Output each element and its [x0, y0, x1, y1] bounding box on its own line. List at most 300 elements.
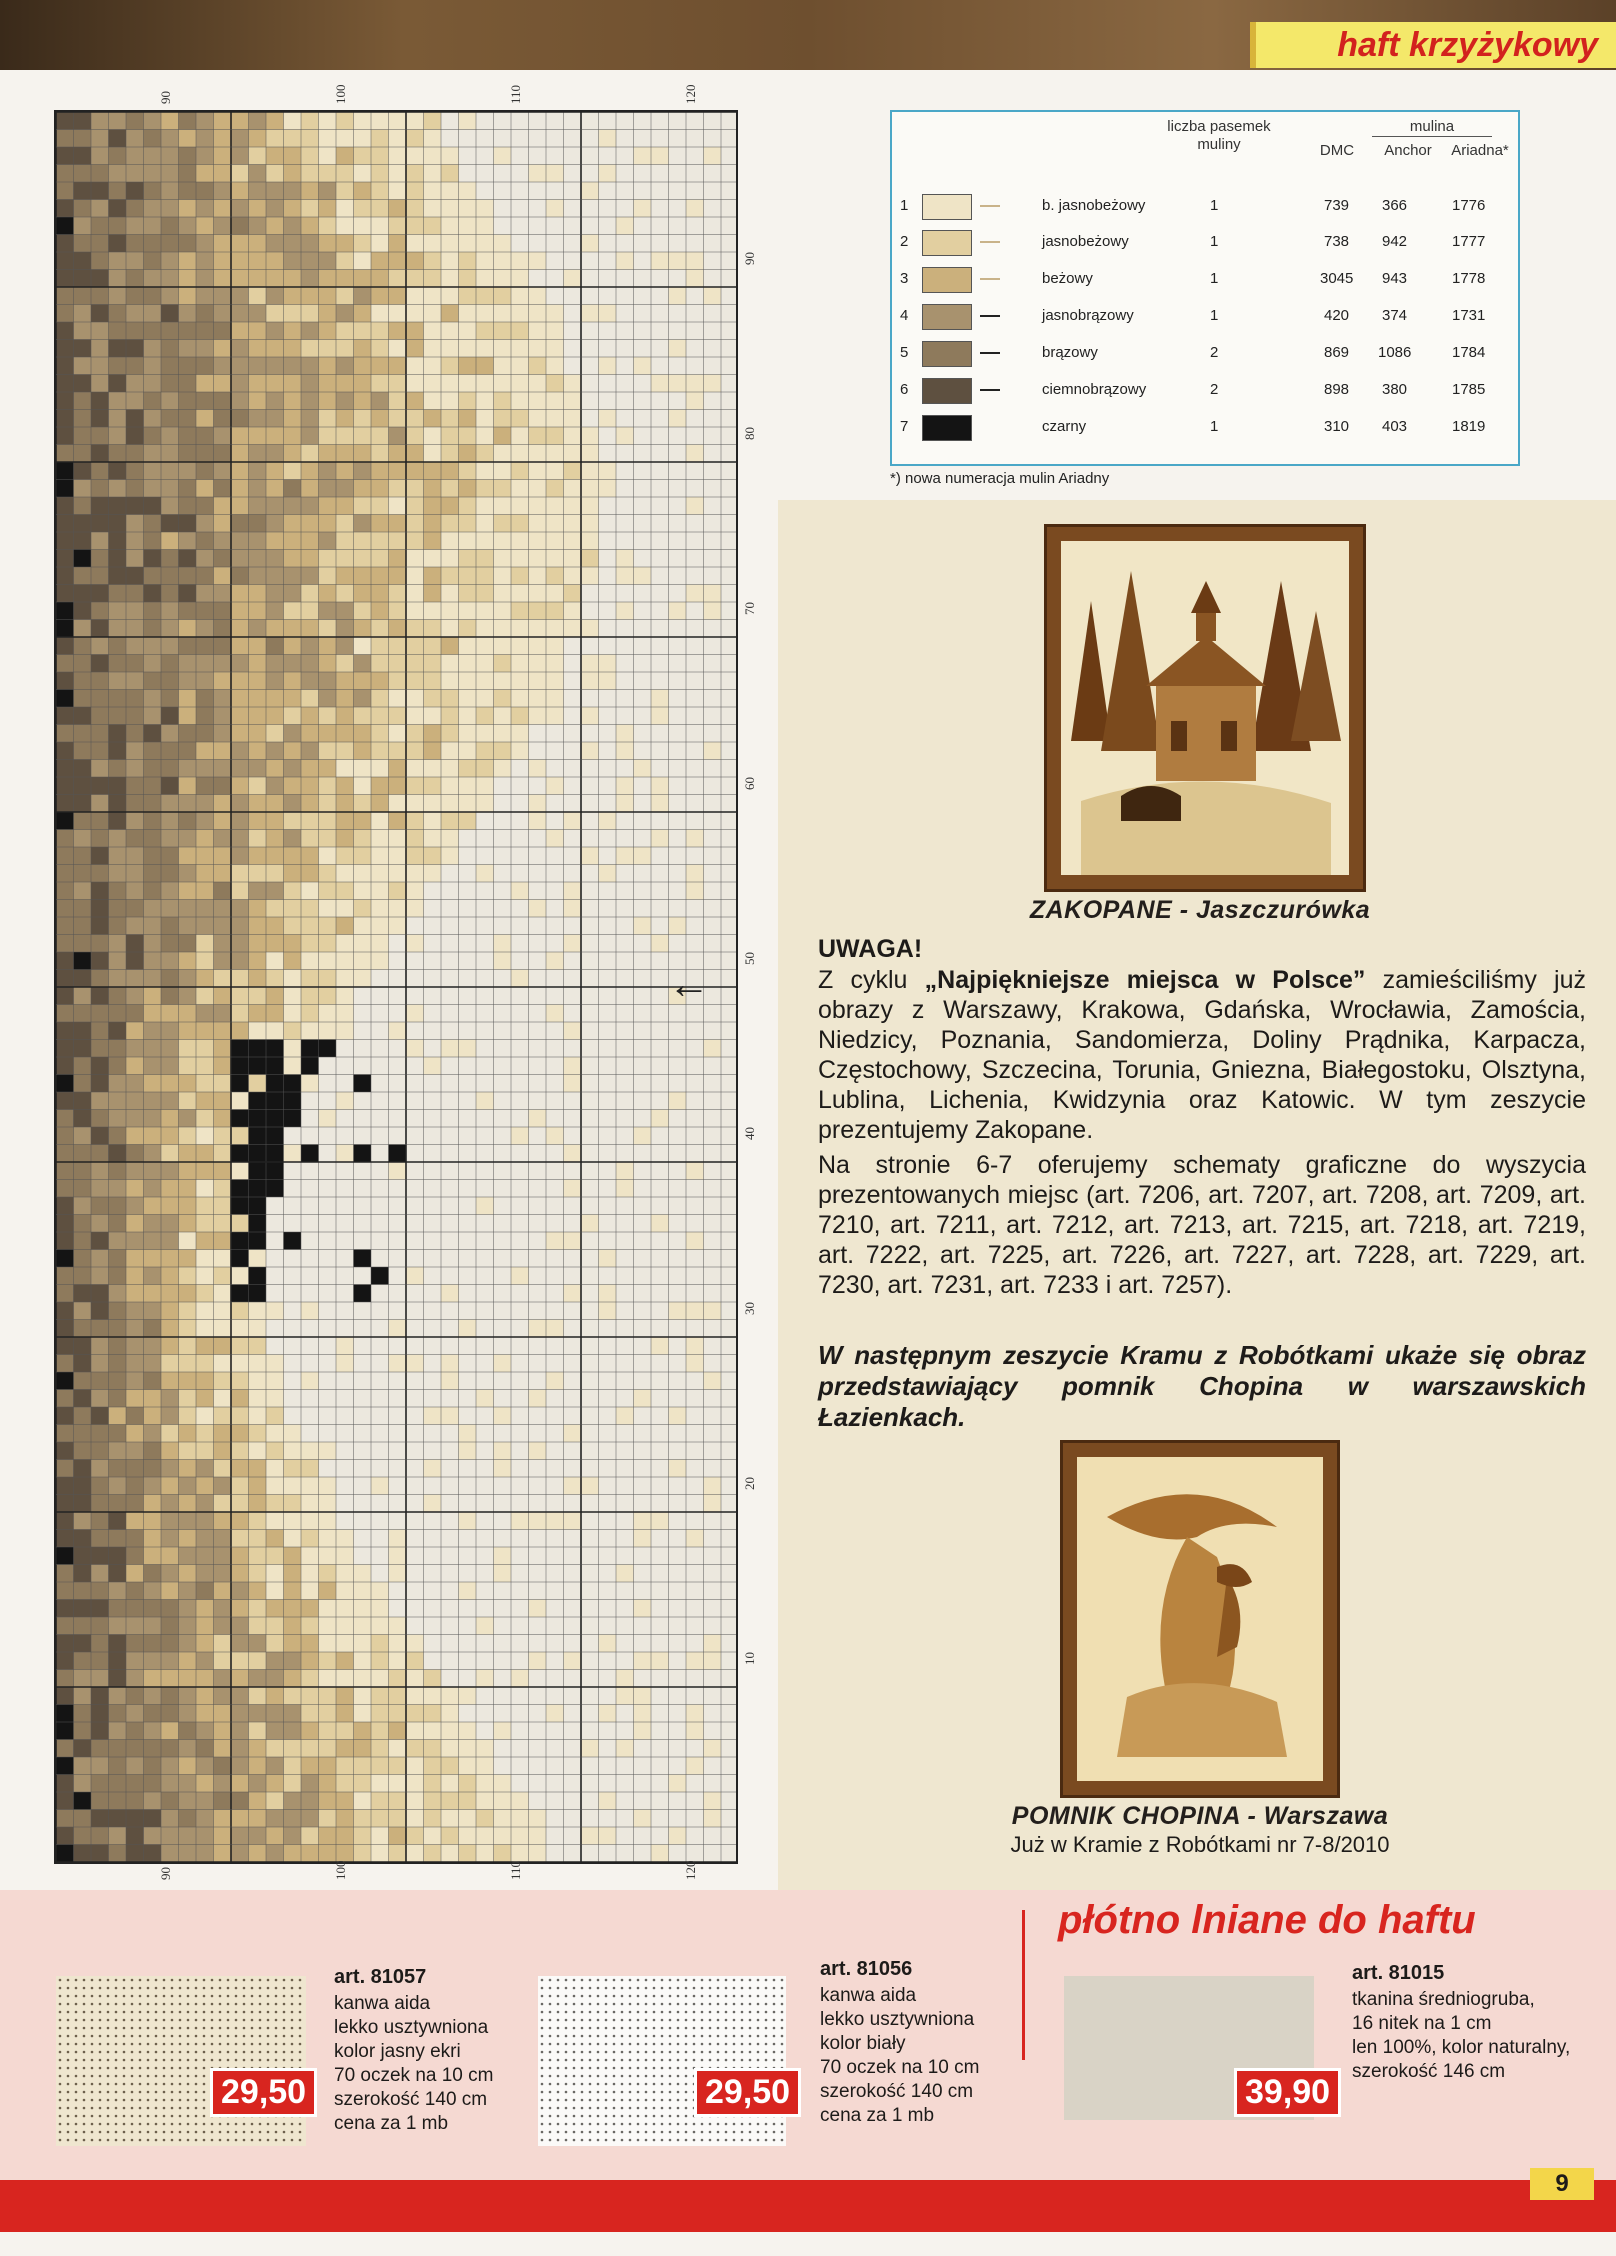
stitch-cell: [231, 270, 249, 288]
stitch-cell: [109, 1267, 127, 1285]
stitch-cell: [266, 1722, 284, 1740]
stitch-cell: [249, 1232, 267, 1250]
stitch-cell: [476, 217, 494, 235]
stitch-cell: [126, 1022, 144, 1040]
stitch-cell: [301, 1477, 319, 1495]
stitch-cell: [144, 1127, 162, 1145]
stitch-cell: [704, 1810, 722, 1828]
stitch-cell: [301, 130, 319, 148]
stitch-cell: [179, 1617, 197, 1635]
stitch-cell: [196, 1337, 214, 1355]
legend-color-name: czarny: [1042, 418, 1087, 435]
stitch-cell: [249, 1705, 267, 1723]
stitch-cell: [249, 1127, 267, 1145]
stitch-cell: [144, 200, 162, 218]
stitch-cell: [459, 217, 477, 235]
stitch-cell: [56, 1652, 74, 1670]
stitch-cell: [231, 182, 249, 200]
stitch-cell: [336, 200, 354, 218]
stitch-cell: [179, 1425, 197, 1443]
stitch-cell: [389, 217, 407, 235]
chopin-picture-mat: [1077, 1457, 1323, 1781]
stitch-cell: [74, 1442, 92, 1460]
stitch-cell: [214, 1652, 232, 1670]
stitch-cell: [266, 725, 284, 743]
stitch-cell: [74, 1092, 92, 1110]
stitch-cell: [494, 742, 512, 760]
stitch-cell: [319, 585, 337, 603]
stitch-cell: [231, 1127, 249, 1145]
stitch-cell: [231, 970, 249, 988]
stitch-cell: [91, 1670, 109, 1688]
stitch-cell: [144, 637, 162, 655]
stitch-cell: [564, 270, 582, 288]
stitch-cell: [109, 357, 127, 375]
stitch-cell: [74, 1775, 92, 1793]
stitch-cell: [231, 340, 249, 358]
stitch-cell: [651, 375, 669, 393]
stitch-cell: [476, 322, 494, 340]
stitch-cell: [354, 497, 372, 515]
stitch-cell: [284, 410, 302, 428]
stitch-cell: [581, 462, 599, 480]
stitch-cell: [231, 1215, 249, 1233]
stitch-cell: [266, 1145, 284, 1163]
stitch-cell: [284, 497, 302, 515]
stitch-cell: [196, 777, 214, 795]
stitch-cell: [371, 935, 389, 953]
stitch-cell: [196, 340, 214, 358]
stitch-cell: [161, 1442, 179, 1460]
stitch-cell: [109, 1845, 127, 1863]
stitch-cell: [319, 1495, 337, 1513]
stitch-cell: [599, 410, 617, 428]
product-art-number: art. 81056: [820, 1958, 913, 1980]
stitch-cell: [424, 165, 442, 183]
stitch-cell: [91, 217, 109, 235]
stitch-cell: [144, 1075, 162, 1093]
stitch-cell: [196, 1547, 214, 1565]
stitch-cell: [336, 252, 354, 270]
stitch-cell: [354, 252, 372, 270]
stitch-cell: [91, 847, 109, 865]
stitch-cell: [424, 567, 442, 585]
notice-paragraph-2: Na stronie 6-7 oferujemy schematy graficzne do wyszycia prezentowanych miejsc (art. 7206, art. 7207, art. 7208, art. 7209, art. 7210, art. 7211, art. 7212, art. 7213, art. 7215, art. 7218, art. 7219, art. 7222, art. 7225, art. 7226, art. 7227, art. 7228, art. 7229, art. 7230, art. 7231, art. 7233 i art. 7257).: [818, 1151, 1586, 1299]
stitch-cell: [56, 1005, 74, 1023]
stitch-cell: [476, 1617, 494, 1635]
stitch-cell: [74, 515, 92, 533]
stitch-cell: [214, 1320, 232, 1338]
stitch-cell: [56, 1600, 74, 1618]
stitch-cell: [231, 1617, 249, 1635]
stitch-cell: [354, 1705, 372, 1723]
stitch-cell: [686, 497, 704, 515]
stitch-cell: [354, 672, 372, 690]
stitch-cell: [109, 952, 127, 970]
stitch-cell: [389, 165, 407, 183]
stitch-cell: [389, 112, 407, 130]
stitch-cell: [389, 252, 407, 270]
stitch-cell: [126, 515, 144, 533]
stitch-cell: [231, 952, 249, 970]
stitch-cell: [301, 900, 319, 918]
stitch-cell: [476, 1197, 494, 1215]
stitch-cell: [371, 340, 389, 358]
stitch-cell: [651, 147, 669, 165]
stitch-cell: [91, 305, 109, 323]
stitch-cell: [424, 112, 442, 130]
stitch-cell: [336, 375, 354, 393]
stitch-cell: [441, 532, 459, 550]
product-desc-line: lekko usztywniona: [820, 2009, 975, 2030]
stitch-cell: [476, 1740, 494, 1758]
stitch-cell: [91, 1565, 109, 1583]
stitch-cell: [266, 900, 284, 918]
stitch-cell: [91, 585, 109, 603]
stitch-cell: [354, 550, 372, 568]
stitch-cell: [616, 427, 634, 445]
stitch-cell: [109, 1005, 127, 1023]
stitch-cell: [354, 1565, 372, 1583]
stitch-cell: [231, 1442, 249, 1460]
stitch-cell: [179, 357, 197, 375]
legend-number: 2: [900, 233, 909, 250]
stitch-cell: [319, 1005, 337, 1023]
stitch-cell: [109, 1810, 127, 1828]
chopin-availability: Już w Kramie z Robótkami nr 7-8/2010: [1010, 1832, 1390, 1857]
stitch-cell: [319, 497, 337, 515]
stitch-cell: [56, 1827, 74, 1845]
stitch-cell: [319, 1652, 337, 1670]
stitch-cell: [196, 970, 214, 988]
stitch-cell: [301, 1600, 319, 1618]
stitch-cell: [284, 760, 302, 778]
stitch-cell: [126, 777, 144, 795]
stitch-cell: [249, 865, 267, 883]
stitch-cell: [74, 1180, 92, 1198]
stitch-cell: [231, 1705, 249, 1723]
stitch-cell: [354, 567, 372, 585]
stitch-cell: [301, 1302, 319, 1320]
stitch-cell: [301, 392, 319, 410]
stitch-cell: [161, 1495, 179, 1513]
stitch-cell: [284, 252, 302, 270]
stitch-cell: [161, 1827, 179, 1845]
stitch-cell: [144, 847, 162, 865]
side-axis-label: 10: [742, 1652, 757, 1665]
stitch-cell: [109, 1302, 127, 1320]
stitch-cell: [249, 1162, 267, 1180]
stitch-cell: [336, 1810, 354, 1828]
stitch-cell: [126, 690, 144, 708]
stitch-cell: [284, 270, 302, 288]
stitch-cell: [371, 882, 389, 900]
stitch-cell: [529, 795, 547, 813]
stitch-cell: [249, 1635, 267, 1653]
stitch-cell: [284, 935, 302, 953]
stitch-cell: [266, 1670, 284, 1688]
stitch-cell: [564, 585, 582, 603]
stitch-cell: [669, 340, 687, 358]
stitch-cell: [109, 1337, 127, 1355]
stitch-cell: [301, 305, 319, 323]
stitch-cell: [441, 742, 459, 760]
stitch-cell: [179, 480, 197, 498]
stitch-cell: [441, 410, 459, 428]
stitch-cell: [231, 112, 249, 130]
stitch-cell: [266, 1600, 284, 1618]
stitch-cell: [266, 112, 284, 130]
stitch-cell: [319, 1530, 337, 1548]
stitch-cell: [704, 1792, 722, 1810]
stitch-cell: [616, 795, 634, 813]
stitch-cell: [581, 550, 599, 568]
stitch-cell: [371, 515, 389, 533]
stitch-cell: [161, 1285, 179, 1303]
stitch-cell: [371, 690, 389, 708]
stitch-cell: [231, 1687, 249, 1705]
stitch-cell: [91, 182, 109, 200]
stitch-cell: [91, 742, 109, 760]
stitch-cell: [319, 1757, 337, 1775]
stitch-cell: [284, 200, 302, 218]
stitch-cell: [161, 1232, 179, 1250]
stitch-cell: [161, 270, 179, 288]
stitch-cell: [109, 1285, 127, 1303]
stitch-cell: [371, 200, 389, 218]
stitch-cell: [441, 1372, 459, 1390]
stitch-cell: [196, 1022, 214, 1040]
stitch-cell: [74, 620, 92, 638]
stitch-cell: [214, 1565, 232, 1583]
stitch-cell: [389, 1320, 407, 1338]
legend-strands: 2: [1210, 381, 1219, 398]
stitch-cell: [196, 1302, 214, 1320]
stitch-cell: [494, 1442, 512, 1460]
stitch-cell: [91, 130, 109, 148]
stitch-cell: [599, 130, 617, 148]
stitch-cell: [319, 270, 337, 288]
stitch-cell: [511, 725, 529, 743]
stitch-cell: [476, 427, 494, 445]
stitch-cell: [144, 620, 162, 638]
stitch-cell: [214, 847, 232, 865]
stitch-cell: [424, 725, 442, 743]
stitch-cell: [284, 462, 302, 480]
stitch-cell: [616, 1162, 634, 1180]
stitch-cell: [354, 1285, 372, 1303]
stitch-cell: [126, 1425, 144, 1443]
stitch-cell: [249, 1757, 267, 1775]
stitch-cell: [651, 1652, 669, 1670]
stitch-cell: [91, 1390, 109, 1408]
stitch-cell: [231, 1757, 249, 1775]
legend-number: 4: [900, 307, 909, 324]
stitch-cell: [371, 1617, 389, 1635]
legend-strands: 2: [1210, 344, 1219, 361]
stitch-cell: [616, 742, 634, 760]
stitch-cell: [581, 567, 599, 585]
stitch-cell: [319, 1635, 337, 1653]
stitch-cell: [91, 427, 109, 445]
stitch-cell: [214, 777, 232, 795]
stitch-cell: [406, 1740, 424, 1758]
stitch-cell: [284, 882, 302, 900]
stitch-cell: [266, 357, 284, 375]
stitch-cell: [179, 130, 197, 148]
stitch-cell: [564, 532, 582, 550]
stitch-cell: [91, 1127, 109, 1145]
promo-title: płótno lniane do haftu: [1058, 1898, 1476, 1942]
stitch-cell: [266, 1652, 284, 1670]
stitch-cell: [214, 882, 232, 900]
stitch-cell: [74, 462, 92, 480]
stitch-cell: [476, 235, 494, 253]
stitch-cell: [266, 1040, 284, 1058]
legend-color-name: b. jasnobeżowy: [1042, 197, 1146, 214]
stitch-cell: [109, 1652, 127, 1670]
stitch-cell: [319, 690, 337, 708]
stitch-cell: [249, 1180, 267, 1198]
stitch-cell: [214, 1460, 232, 1478]
stitch-cell: [686, 1722, 704, 1740]
stitch-cell: [196, 830, 214, 848]
stitch-cell: [109, 1022, 127, 1040]
stitch-cell: [354, 1827, 372, 1845]
stitch-cell: [669, 1775, 687, 1793]
stitch-cell: [669, 1092, 687, 1110]
stitch-cell: [319, 375, 337, 393]
stitch-cell: [74, 1390, 92, 1408]
stitch-cell: [144, 795, 162, 813]
stitch-cell: [109, 200, 127, 218]
footer-bar: [0, 2180, 1616, 2232]
stitch-cell: [704, 1495, 722, 1513]
stitch-cell: [126, 672, 144, 690]
stitch-cell: [284, 1582, 302, 1600]
stitch-cell: [196, 602, 214, 620]
stitch-cell: [249, 515, 267, 533]
stitch-cell: [161, 1302, 179, 1320]
stitch-cell: [196, 707, 214, 725]
stitch-cell: [214, 480, 232, 498]
stitch-cell: [74, 567, 92, 585]
stitch-cell: [336, 1652, 354, 1670]
stitch-cell: [91, 147, 109, 165]
stitch-cell: [406, 1635, 424, 1653]
stitch-cell: [634, 1127, 652, 1145]
stitch-cell: [564, 567, 582, 585]
stitch-cell: [406, 935, 424, 953]
stitch-cell: [459, 235, 477, 253]
stitch-cell: [511, 1845, 529, 1863]
stitch-cell: [301, 1652, 319, 1670]
stitch-cell: [406, 1722, 424, 1740]
stitch-cell: [319, 952, 337, 970]
stitch-cell: [74, 1057, 92, 1075]
stitch-cell: [109, 147, 127, 165]
stitch-cell: [179, 1215, 197, 1233]
stitch-cell: [231, 1180, 249, 1198]
stitch-cell: [336, 1005, 354, 1023]
stitch-cell: [546, 585, 564, 603]
stitch-cell: [424, 392, 442, 410]
stitch-cell: [161, 1600, 179, 1618]
stitch-cell: [284, 742, 302, 760]
stitch-cell: [56, 935, 74, 953]
stitch-cell: [511, 690, 529, 708]
stitch-cell: [686, 1232, 704, 1250]
stitch-cell: [126, 287, 144, 305]
stitch-cell: [529, 252, 547, 270]
stitch-cell: [249, 1600, 267, 1618]
stitch-cell: [126, 1547, 144, 1565]
product-desc-line: lekko usztywniona: [334, 2017, 489, 2038]
stitch-cell: [196, 917, 214, 935]
stitch-cell: [406, 760, 424, 778]
stitch-cell: [91, 1005, 109, 1023]
stitch-cell: [406, 445, 424, 463]
stitch-cell: [336, 112, 354, 130]
stitch-cell: [371, 1845, 389, 1863]
stitch-cell: [91, 655, 109, 673]
stitch-cell: [144, 1057, 162, 1075]
stitch-cell: [669, 602, 687, 620]
stitch-cell: [319, 252, 337, 270]
stitch-cell: [529, 637, 547, 655]
stitch-cell: [179, 742, 197, 760]
stitch-cell: [74, 847, 92, 865]
stitch-cell: [301, 655, 319, 673]
stitch-cell: [249, 532, 267, 550]
stitch-cell: [581, 427, 599, 445]
stitch-cell: [161, 1740, 179, 1758]
stitch-cell: [249, 427, 267, 445]
stitch-cell: [284, 672, 302, 690]
stitch-cell: [529, 1652, 547, 1670]
stitch-cell: [266, 1495, 284, 1513]
stitch-cell: [249, 725, 267, 743]
stitch-cell: [231, 462, 249, 480]
stitch-cell: [424, 235, 442, 253]
stitch-cell: [424, 1057, 442, 1075]
stitch-cell: [231, 1285, 249, 1303]
stitch-cell: [196, 550, 214, 568]
stitch-cell: [231, 935, 249, 953]
stitch-cell: [196, 1635, 214, 1653]
stitch-cell: [214, 252, 232, 270]
stitch-cell: [476, 567, 494, 585]
stitch-cell: [406, 112, 424, 130]
stitch-cell: [91, 1530, 109, 1548]
stitch-cell: [406, 322, 424, 340]
stitch-cell: [284, 602, 302, 620]
stitch-cell: [546, 165, 564, 183]
stitch-cell: [564, 427, 582, 445]
stitch-cell: [266, 427, 284, 445]
stitch-cell: [249, 235, 267, 253]
stitch-cell: [144, 445, 162, 463]
stitch-cell: [424, 1845, 442, 1863]
stitch-cell: [144, 1617, 162, 1635]
stitch-cell: [336, 1635, 354, 1653]
stitch-cell: [336, 410, 354, 428]
stitch-cell: [161, 1320, 179, 1338]
stitch-cell: [424, 147, 442, 165]
stitch-cell: [91, 1845, 109, 1863]
stitch-cell: [529, 1845, 547, 1863]
stitch-cell: [406, 462, 424, 480]
